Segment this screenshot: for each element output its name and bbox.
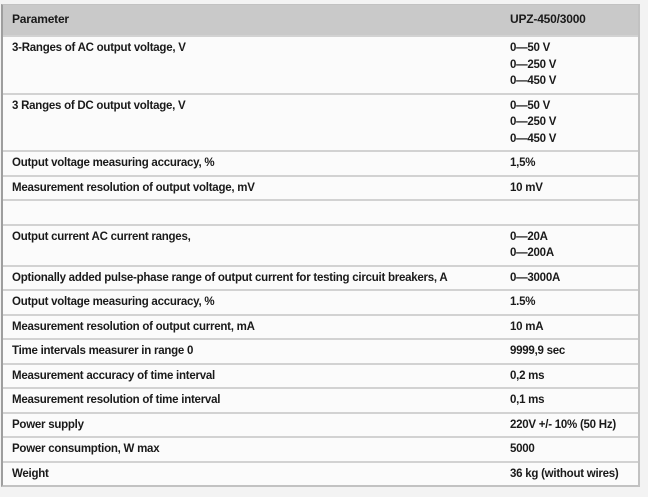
value-line: 9999,9 sec [510, 345, 566, 357]
value-cell [510, 204, 638, 221]
value-cell [510, 319, 638, 336]
value-line: 0—450 V [510, 132, 557, 145]
value-line: 0—20A [510, 230, 548, 243]
table-header-row [3, 5, 638, 35]
value-cell [510, 466, 638, 483]
value-line: 0—50 V [510, 42, 551, 54]
value-line: 0—250 V [510, 58, 557, 71]
spec-table [1, 4, 640, 487]
param-cell: Optionally added pulse-phase range of output current for testing circuit breakers, A [12, 271, 448, 284]
header-cell-parameter: Parameter [12, 11, 69, 26]
table-row [3, 175, 638, 200]
table-row [3, 150, 638, 175]
value-line: 0,1 ms [510, 394, 545, 406]
value-cell [510, 294, 638, 311]
table-row [3, 199, 638, 224]
param-cell: Measurement resolution of output voltage, mV [12, 181, 255, 194]
param-cell: Measurement resolution of time interval [12, 394, 221, 406]
table-row [3, 338, 638, 363]
value-cell [510, 98, 638, 148]
value-line: 0—3000A [510, 271, 561, 284]
param-cell: 3-Ranges of AC output voltage, V [12, 42, 186, 54]
param-cell: 3 Ranges of DC output voltage, V [12, 99, 186, 112]
value-line: 10 mV [510, 181, 543, 194]
value-line: 0—450 V [510, 75, 557, 87]
spec-table-body [3, 35, 638, 485]
value-line: 5000 [510, 443, 535, 455]
table-row [3, 265, 638, 290]
value-line: 0—200A [510, 247, 554, 259]
param-cell: Output voltage measuring accuracy, % [12, 157, 215, 169]
value-cell [510, 40, 638, 90]
value-cell [510, 441, 638, 458]
table-row [3, 387, 638, 412]
value-line: 0,2 ms [510, 369, 545, 382]
value-line: 1.5% [510, 296, 536, 308]
header-cell-model: UPZ-450/3000 [510, 11, 586, 26]
param-cell: Output voltage measuring accuracy, % [12, 296, 215, 308]
value-cell [510, 180, 638, 197]
value-cell [510, 417, 638, 434]
table-row [3, 412, 638, 437]
param-cell: Power consumption, W max [12, 443, 160, 455]
table-row [3, 461, 638, 486]
param-cell [3, 204, 510, 221]
param-cell: Power supply [12, 418, 84, 431]
value-cell [510, 229, 638, 262]
table-row [3, 436, 638, 461]
value-line: 36 kg (without wires) [510, 467, 619, 480]
table-row [3, 289, 638, 314]
value-line [510, 204, 634, 221]
param-cell: Measurement resolution of output current, mA [12, 320, 255, 333]
value-cell [510, 343, 638, 360]
value-cell [510, 270, 638, 287]
value-line: 220V +/- 10% (50 Hz) [510, 418, 616, 431]
value-cell [510, 392, 638, 409]
param-cell: Weight [12, 467, 49, 480]
param-cell: Time intervals measurer in range 0 [12, 345, 194, 357]
table-row [3, 35, 638, 93]
table-row [3, 93, 638, 151]
value-cell [510, 155, 638, 172]
value-cell [510, 368, 638, 385]
value-line: 10 mA [510, 320, 544, 333]
value-line: 0—50 V [510, 99, 551, 112]
value-line: 0—250 V [510, 116, 557, 128]
value-line: 1,5% [510, 157, 536, 169]
table-row [3, 314, 638, 339]
param-cell: Output current AC current ranges, [12, 230, 191, 243]
table-row [3, 363, 638, 388]
table-row [3, 224, 638, 265]
param-cell: Measurement accuracy of time interval [12, 369, 215, 382]
